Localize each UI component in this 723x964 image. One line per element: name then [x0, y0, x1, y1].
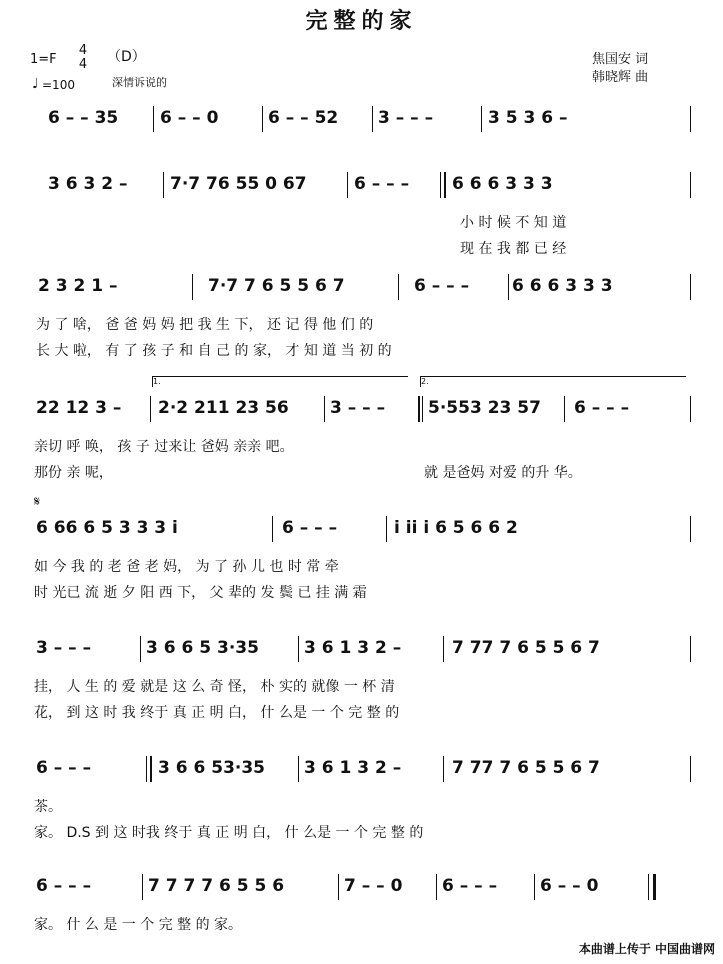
- barline: [298, 756, 299, 782]
- barline: [564, 396, 565, 422]
- measure-1: 3 – – –: [36, 638, 92, 658]
- key-signature: 1=F: [30, 52, 57, 67]
- measure-4: 6 6 6 3 3 3: [512, 276, 613, 296]
- lyric-line: 花， 到 这 时 我 终于 真 正 明 白， 什 么是 一 个 完 整 的: [34, 705, 400, 721]
- measure-3: 6 – – –: [414, 276, 470, 296]
- score-row-1: [0, 104, 723, 134]
- lyric-line: 就 是爸妈 对爱 的升 华。: [424, 465, 582, 481]
- measure-4: 6 6 6 3 3 3: [452, 174, 553, 194]
- barline: [140, 636, 141, 662]
- barline: [386, 516, 387, 542]
- barline: [192, 274, 193, 300]
- score-row-2: [0, 170, 723, 200]
- measure-4: 7 77 7 6 5 5 6 7: [452, 758, 600, 778]
- barline: [347, 172, 348, 198]
- barline: [690, 396, 691, 422]
- lyric-line: 亲切 呼 唤， 孩 子 过来让 爸妈 亲亲 吧。: [34, 439, 294, 455]
- score-row-6: [0, 634, 723, 664]
- barline: [534, 874, 535, 900]
- lyric-line: 家。 D.S 到 这 时我 终于 真 正 明 白， 什 么是 一 个 完 整 的: [34, 825, 424, 841]
- score-row-4: [0, 394, 723, 424]
- quarter-note-icon: ♩: [32, 76, 39, 92]
- lyric-line: 为 了 啥， 爸 爸 妈 妈 把 我 生 下， 还 记 得 他 们 的: [36, 317, 374, 333]
- measure-1: 22 12 3 –: [36, 398, 122, 418]
- barline: [146, 756, 147, 782]
- measure-3: 6 – – –: [354, 174, 410, 194]
- expression-mark: 深情诉说的: [112, 76, 167, 89]
- barline: [690, 106, 691, 132]
- barline: [272, 516, 273, 542]
- measure-5: 6 – – 0: [540, 876, 599, 896]
- barline: [398, 274, 399, 300]
- barline: [690, 172, 691, 198]
- score-row-8: [0, 872, 723, 902]
- measure-3: 6 – – 52: [268, 108, 339, 128]
- volta-1: 1.: [152, 376, 408, 387]
- barline: [153, 106, 154, 132]
- measure-3: 3 – – –: [330, 398, 386, 418]
- repeat-end: [150, 756, 152, 782]
- measure-2: 7·7 76 55 0 67: [170, 174, 307, 194]
- lyric-line: 如 今 我 的 老 爸 老 妈， 为 了 孙 儿 也 时 常 牵: [34, 559, 339, 575]
- measure-1: 2 3 2 1 –: [38, 276, 118, 296]
- measure-3: 7 – – 0: [344, 876, 403, 896]
- time-signature: [78, 44, 88, 72]
- measure-1: 3 6 3 2 –: [48, 174, 128, 194]
- barline: [690, 516, 691, 542]
- measure-3: 3 6 1 3 2 –: [304, 638, 402, 658]
- barline: [142, 874, 143, 900]
- barline: [372, 106, 373, 132]
- measure-4: 3 – – –: [378, 108, 434, 128]
- barline: [440, 172, 441, 198]
- lyric-line: 家。 什 么 是 一 个 完 整 的 家。: [34, 917, 243, 933]
- lyricist-credit: 焦国安 词: [592, 52, 649, 67]
- barline: [298, 636, 299, 662]
- measure-3: 3 6 1 3 2 –: [304, 758, 402, 778]
- measure-5: 3 5 3 6 –: [488, 108, 568, 128]
- barline: [436, 874, 437, 900]
- measure-2: 3 6 6 53·35: [158, 758, 266, 778]
- barline: [508, 274, 509, 300]
- barline: [481, 106, 482, 132]
- score-row-7: [0, 754, 723, 784]
- lyric-line: 小 时 候 不 知 道: [460, 215, 567, 231]
- score-row-5: [0, 514, 723, 544]
- barline: [163, 172, 164, 198]
- segno-sign: 𝄋: [34, 494, 41, 510]
- measure-2: 6 – – –: [282, 518, 338, 538]
- repeat-end: [418, 396, 420, 422]
- barline: [648, 874, 649, 900]
- measure-3: i ii i 6 5 6 6 2: [394, 518, 518, 538]
- measure-1: 6 – – –: [36, 876, 92, 896]
- measure-1: 6 66 6 5 3 3 3 i: [36, 518, 178, 538]
- measure-2: 6 – – 0: [160, 108, 219, 128]
- lyric-line: 挂， 人 生 的 爱 就是 这 么 奇 怪， 朴 实的 就像 一 杯 清: [34, 679, 395, 695]
- measure-2: 2·2 211 23 56: [158, 398, 289, 418]
- barline: [443, 636, 444, 662]
- barline: [150, 396, 151, 422]
- measure-2: 3 6 6 5 3·35: [146, 638, 259, 658]
- barline: [422, 396, 423, 422]
- repeat-start: [444, 172, 446, 198]
- score-row-3: [0, 272, 723, 302]
- measure-4: 6 – – –: [442, 876, 498, 896]
- composer-credit: 韩晓辉 曲: [592, 70, 649, 85]
- lyric-line: 那份 亲 呢，: [34, 465, 113, 481]
- measure-2: 7·7 7 6 5 5 6 7: [208, 276, 345, 296]
- measure-4: 7 77 7 6 5 5 6 7: [452, 638, 600, 658]
- barline: [690, 756, 691, 782]
- song-title: 完整的家: [305, 9, 418, 34]
- lyric-line: 茶。: [34, 799, 62, 815]
- final-barline: [653, 874, 656, 900]
- tempo-mark: =100: [42, 78, 75, 92]
- measure-2: 7 7 7 7 6 5 5 6: [148, 876, 285, 896]
- barline: [443, 756, 444, 782]
- lyric-line: 长 大 啦， 有 了 孩 子 和 自 己 的 家， 才 知 道 当 初 的: [36, 343, 392, 359]
- barline: [690, 274, 691, 300]
- barline: [262, 106, 263, 132]
- key-letter: （D）: [107, 49, 146, 65]
- lyric-line: 时 光已 流 逝 夕 阳 西 下， 父 辈的 发 鬓 已 挂 满 霜: [34, 585, 367, 601]
- footer-watermark: 本曲谱上传于 中国曲谱网: [578, 942, 715, 956]
- measure-5: 6 – – –: [574, 398, 630, 418]
- time-bottom: 4: [78, 57, 88, 72]
- time-top: 4: [78, 43, 88, 58]
- barline: [324, 396, 325, 422]
- measure-4: 5·553 23 57: [428, 398, 541, 418]
- measure-1: 6 – – –: [36, 758, 92, 778]
- measure-1: 6 – – 35: [48, 108, 119, 128]
- volta-2: 2.: [420, 376, 686, 387]
- barline: [690, 636, 691, 662]
- barline: [338, 874, 339, 900]
- lyric-line: 现 在 我 都 已 经: [460, 241, 567, 257]
